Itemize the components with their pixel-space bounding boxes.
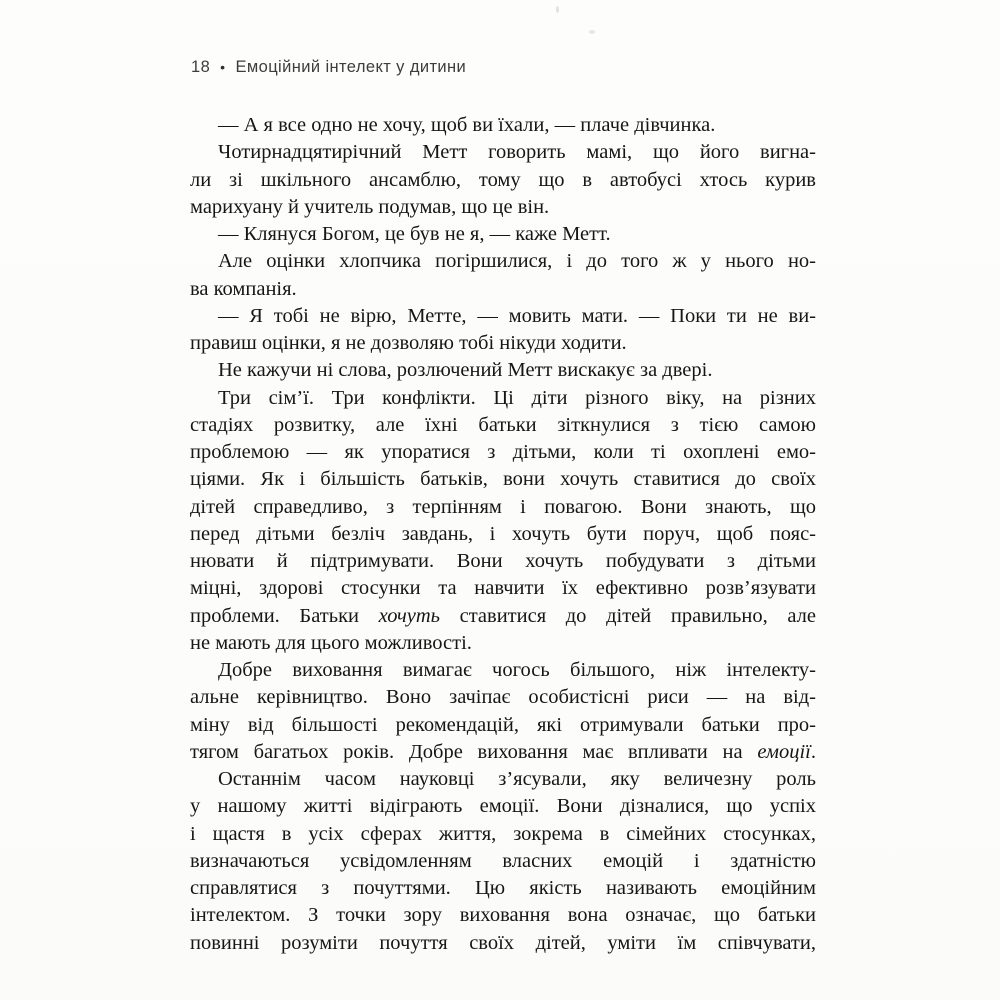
paragraph	[190, 303, 816, 358]
scan-artifact	[589, 30, 595, 34]
paragraph	[190, 248, 816, 303]
text-segment: дітей справедливо, з терпінням і повагою. Вони знають, що	[190, 495, 816, 518]
text-line	[190, 575, 816, 602]
text-segment: ставитися до дітей правильно, але	[439, 604, 816, 627]
text-segment: і щастя в усіх сферах життя, зокрема в сімейних стосунках,	[190, 822, 816, 845]
text-segment: хочуть	[378, 604, 440, 627]
text-block	[190, 112, 816, 957]
paragraph	[190, 357, 816, 384]
running-header	[191, 58, 466, 77]
paragraph	[190, 221, 816, 248]
text-line	[190, 357, 816, 384]
paragraph	[190, 657, 816, 766]
text-segment: міцні, здорові стосунки та навчити їх ефективно розв’язувати	[190, 577, 816, 600]
text-line	[190, 303, 816, 330]
text-segment: інтелектом. З точки зору виховання вона означає, що батьки	[190, 904, 816, 927]
text-line	[190, 630, 816, 657]
text-line	[190, 766, 816, 793]
text-line	[190, 276, 816, 303]
text-line	[190, 494, 816, 521]
text-line	[190, 439, 816, 466]
text-segment: ва компанія.	[190, 277, 297, 300]
text-segment: — Клянуся Богом, це був не я, — каже Метт.	[218, 223, 611, 245]
text-line	[190, 848, 816, 875]
text-segment: нювати й підтримувати. Вони хочуть побудувати з дітьми	[190, 550, 816, 572]
text-segment: Добре виховання вимагає чогось більшого, ніж інтелекту-	[218, 659, 816, 681]
text-line	[190, 521, 816, 548]
bullet-separator-icon: •	[220, 58, 226, 75]
text-segment: повинні розуміти почуття своїх дітей, уміти їм співчувати,	[190, 931, 816, 954]
text-line	[190, 603, 816, 630]
text-line	[190, 112, 816, 139]
text-segment: у нашому житті відіграють емоції. Вони дізналися, що успіх	[190, 795, 816, 818]
running-title: Емоційний інтелект у дитини	[235, 58, 467, 76]
text-segment: ціями. Як і більшість батьків, вони хочуть ставитися до своїх	[190, 468, 816, 491]
text-segment: альне керівництво. Воно зачіпає особистісні риси — на від-	[190, 686, 816, 709]
text-line	[190, 330, 816, 357]
text-segment: стадіях розвитку, але їхні батьки зіткнулися з тією самою	[190, 413, 816, 436]
text-segment: емоції	[757, 740, 811, 763]
text-segment: Останнім часом науковці з’ясували, яку величезну роль	[218, 768, 816, 790]
text-line	[190, 548, 816, 575]
text-segment: тягом багатьох років. Добре виховання має впливати на	[190, 740, 758, 763]
text-line	[190, 930, 816, 957]
text-segment: проблемою — як упоратися з дітьми, коли ті охоплені емо-	[190, 441, 816, 463]
text-line	[190, 194, 816, 221]
paragraph	[190, 766, 816, 957]
text-line	[190, 412, 816, 439]
text-line	[190, 712, 816, 739]
text-line	[190, 167, 816, 194]
text-segment: ли зі шкільного ансамблю, тому що в автобусі хтось курив	[190, 168, 816, 191]
text-segment: Не кажучи ні слова, розлючений Метт вискакує за двері.	[218, 359, 713, 382]
text-line	[190, 739, 816, 766]
paragraph	[190, 385, 816, 658]
text-line	[190, 248, 816, 275]
text-line	[190, 221, 816, 248]
text-segment: не мають для цього можливості.	[190, 631, 472, 654]
text-line	[190, 821, 816, 848]
text-segment: Три сім’ї. Три конфлікти. Ці діти різного віку, на різних	[218, 386, 816, 409]
text-line	[190, 466, 816, 493]
text-line	[190, 875, 816, 902]
text-segment: справлятися з почуттями. Цю якість називають емоційним	[190, 877, 816, 899]
text-line	[190, 657, 816, 684]
text-line	[190, 902, 816, 929]
text-line	[190, 793, 816, 820]
text-segment: .	[810, 740, 816, 763]
text-segment: правиш оцінки, я не дозволяю тобі нікуди ходити.	[190, 332, 627, 354]
text-segment: визначаються усвідомленням власних емоцій і здатністю	[190, 849, 816, 872]
scan-artifact	[556, 6, 559, 13]
page-number: 18	[191, 58, 211, 76]
text-segment: перед дітьми безліч завдань, і хочуть бути поруч, щоб пояс-	[190, 522, 816, 545]
text-segment: Але оцінки хлопчика погіршилися, і до того ж у нього но-	[218, 250, 816, 273]
paragraph	[190, 112, 816, 139]
text-segment: марихуану й учитель подумав, що це він.	[190, 195, 550, 218]
text-line	[190, 139, 816, 166]
text-segment: — Я тобі не вірю, Метте, — мовить мати. — Поки ти не ви-	[218, 304, 816, 327]
text-segment: міну від більшості рекомендацій, які отримували батьки про-	[190, 713, 816, 736]
text-line	[190, 684, 816, 711]
text-segment: проблеми. Батьки	[190, 604, 379, 627]
text-segment: — А я все одно не хочу, щоб ви їхали, — плаче дівчинка.	[218, 114, 716, 136]
text-segment: Чотирнадцятирічний Метт говорить мамі, що його вигна-	[218, 141, 816, 164]
text-line	[190, 385, 816, 412]
paragraph	[190, 139, 816, 221]
